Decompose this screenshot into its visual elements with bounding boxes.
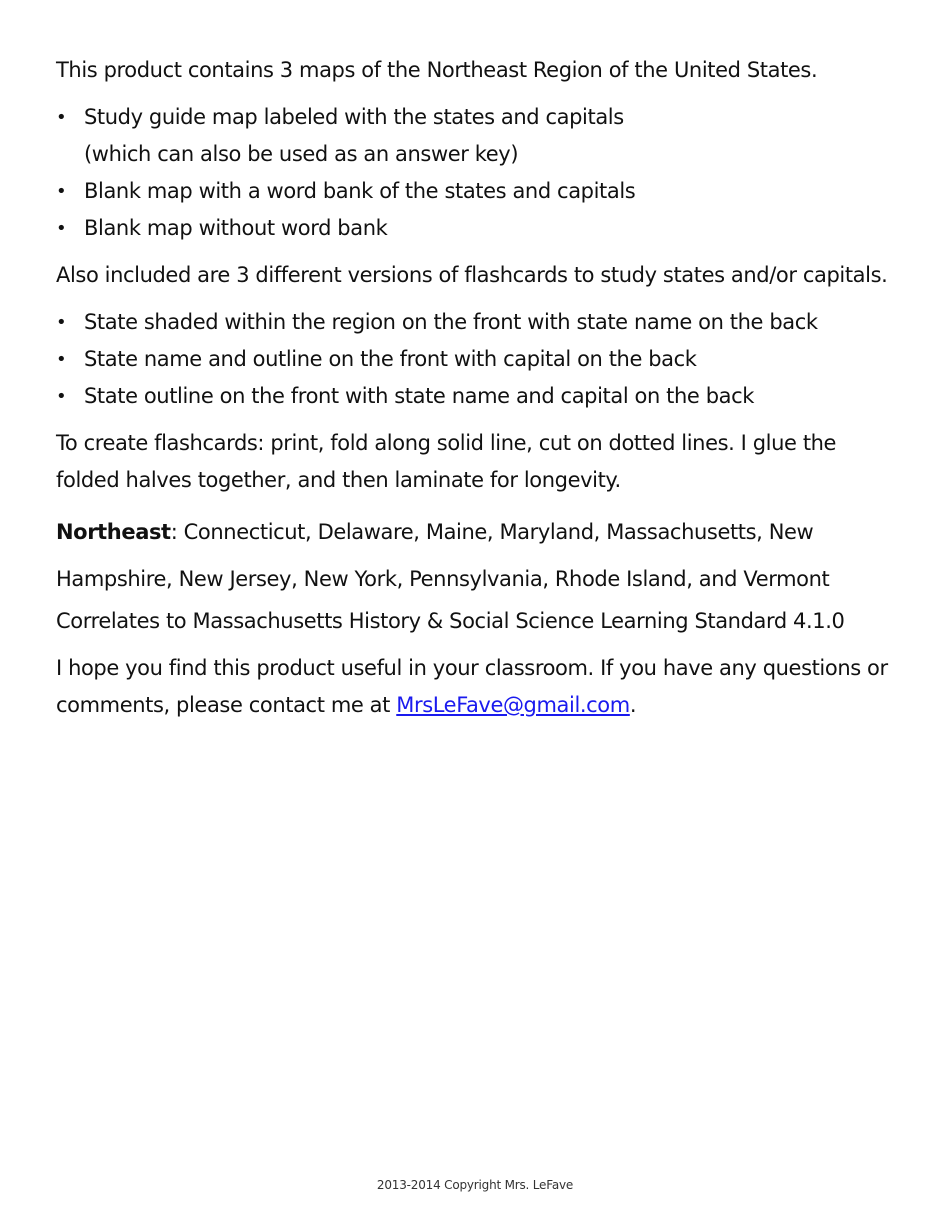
list-item <box>56 210 896 247</box>
bullet-icon: • <box>56 349 67 370</box>
list-item <box>56 99 896 173</box>
bullet-icon: • <box>56 107 67 128</box>
bullet-icon: • <box>56 181 67 202</box>
list-item <box>56 173 896 210</box>
list-item <box>56 378 896 415</box>
region-label: Northeast <box>56 520 171 544</box>
region-separator: : <box>170 520 178 544</box>
list-item-text: Blank map without word bank <box>84 216 388 240</box>
closing-end: . <box>629 693 637 717</box>
list-item <box>56 341 896 378</box>
document-page <box>56 52 896 734</box>
list-item-subtext: (which can also be used as an answer key) <box>84 142 519 166</box>
list-item-text: Study guide map labeled with the states and capitals <box>84 105 624 129</box>
closing-body: I hope you find this product useful in your classroom. If you have any questions or comments, please contact me at <box>56 656 888 717</box>
region-states <box>56 509 896 603</box>
email-link[interactable]: MrsLeFave@gmail.com <box>396 693 630 717</box>
bullet-icon: • <box>56 386 67 407</box>
copyright-footer: 2013-2014 Copyright Mrs. LeFave <box>376 1178 574 1192</box>
intro-text: This product contains 3 maps of the Northeast Region of the United States. <box>56 58 818 82</box>
bullet-icon: • <box>56 218 67 239</box>
list-item <box>56 304 896 341</box>
list-item-text: State name and outline on the front with capital on the back <box>84 347 697 371</box>
region-states-list: Connecticut, Delaware, Maine, Maryland, Massachusetts, New Hampshire, New Jersey, New York, Pennsylvania, Rhode Island, and Vermont <box>56 520 830 591</box>
flashcards-list <box>56 304 896 415</box>
maps-list <box>56 99 896 247</box>
standard-text: Correlates to Massachusetts History & Social Science Learning Standard 4.1.0 <box>56 609 845 633</box>
list-item-text: State outline on the front with state name and capital on the back <box>84 384 755 408</box>
list-item-text: State shaded within the region on the front with state name on the back <box>84 310 818 334</box>
flashcards-intro-text: Also included are 3 different versions of flashcards to study states and/or capitals. <box>56 263 888 287</box>
closing-text <box>56 650 896 724</box>
list-item-text: Blank map with a word bank of the states and capitals <box>84 179 636 203</box>
instructions-text: To create flashcards: print, fold along solid line, cut on dotted lines. I glue the folded halves together, and then laminate for longevity. <box>56 431 837 492</box>
bullet-icon: • <box>56 312 67 333</box>
